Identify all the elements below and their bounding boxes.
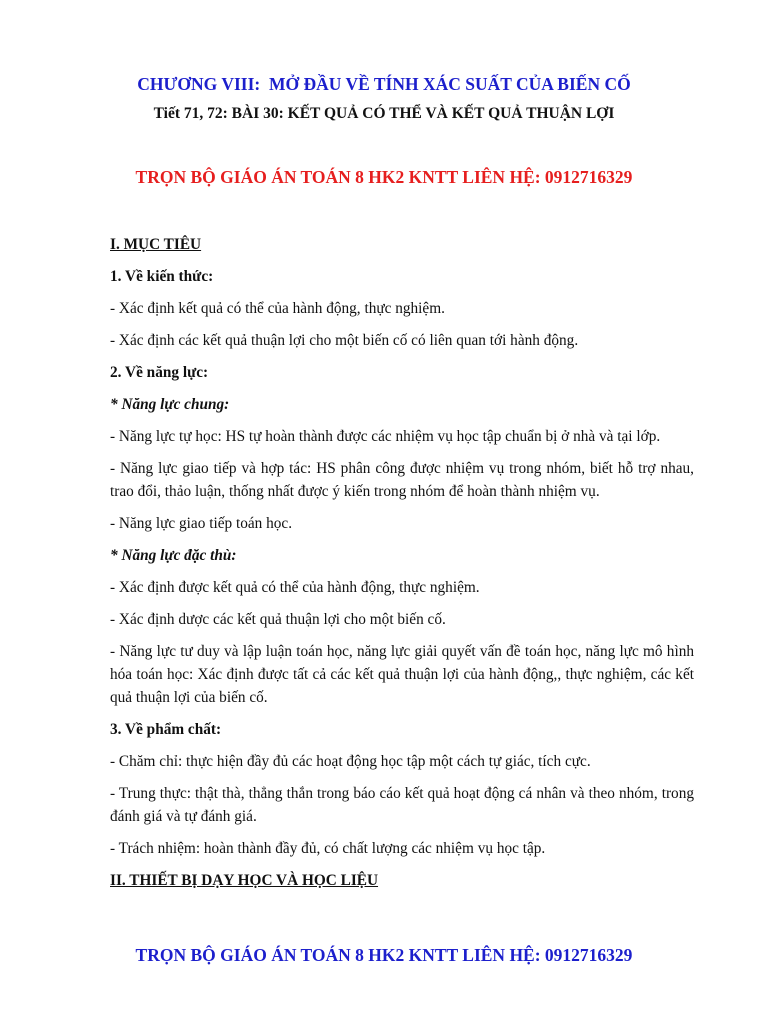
promo-banner-bottom: TRỌN BỘ GIÁO ÁN TOÁN 8 HK2 KNTT LIÊN HỆ: 0912716329 — [135, 945, 633, 965]
lesson-title: Tiết 71, 72: BÀI 30: KẾT QUẢ CÓ THỂ VÀ KẾT QUẢ THUẬN LỢI — [153, 105, 615, 122]
subheading-ability: 2. Về năng lực: — [110, 364, 209, 381]
specific-ability-item: - Năng lực tư duy và lập luận toán học, năng lực giải quyết vấn đề toán học, năng lực mô hình hóa toán học: Xác định được tất cả các kết quả thuận lợi của hành động,, thực nghiệm, các kết quả thuận lợi của biến cố. — [110, 643, 694, 706]
section-heading-objectives: I. MỤC TIÊU — [110, 236, 202, 253]
document-body — [110, 233, 694, 901]
subheading-knowledge: 1. Về kiến thức: — [110, 268, 214, 285]
quality-item: - Trách nhiệm: hoàn thành đầy đủ, có chất lượng các nhiệm vụ học tập. — [110, 840, 546, 857]
knowledge-item: - Xác định các kết quả thuận lợi cho một biến cố có liên quan tới hành động. — [110, 332, 579, 349]
knowledge-item: - Xác định kết quả có thể của hành động, thực nghiệm. — [110, 300, 445, 317]
chapter-title: CHƯƠNG VIII: MỞ ĐẦU VỀ TÍNH XÁC SUẤT CỦA BIẾN CỐ — [137, 74, 631, 94]
subheading-general-ability: * Năng lực chung: — [110, 396, 230, 413]
specific-ability-item: - Xác định dược các kết quả thuận lợi cho một biến cố. — [110, 611, 446, 628]
specific-ability-item: - Xác định được kết quả có thể của hành động, thực nghiệm. — [110, 579, 480, 596]
subheading-specific-ability: * Năng lực đặc thù: — [110, 547, 237, 564]
promo-banner-top: TRỌN BỘ GIÁO ÁN TOÁN 8 HK2 KNTT LIÊN HỆ: 0912716329 — [135, 167, 633, 187]
quality-item: - Chăm chỉ: thực hiện đầy đủ các hoạt động học tập một cách tự giác, tích cực. — [110, 753, 591, 770]
general-ability-item: - Năng lực giao tiếp toán học. — [110, 515, 293, 532]
section-heading-equipment: II. THIẾT BỊ DẠY HỌC VÀ HỌC LIỆU — [110, 872, 379, 889]
general-ability-item: - Năng lực tự học: HS tự hoàn thành được các nhiệm vụ học tập chuẩn bị ở nhà và tại lớp. — [110, 428, 661, 445]
quality-item: - Trung thực: thật thà, thẳng thắn trong báo cáo kết quả hoạt động cá nhân và theo nhóm, trong đánh giá và tự đánh giá. — [110, 785, 694, 825]
general-ability-item: - Năng lực giao tiếp và hợp tác: HS phân công được nhiệm vụ trong nhóm, biết hỗ trợ nhau, trao đổi, thảo luận, thống nhất được ý kiến trong nhóm để hoàn thành nhiệm vụ. — [110, 460, 694, 500]
subheading-quality: 3. Về phẩm chất: — [110, 721, 222, 738]
